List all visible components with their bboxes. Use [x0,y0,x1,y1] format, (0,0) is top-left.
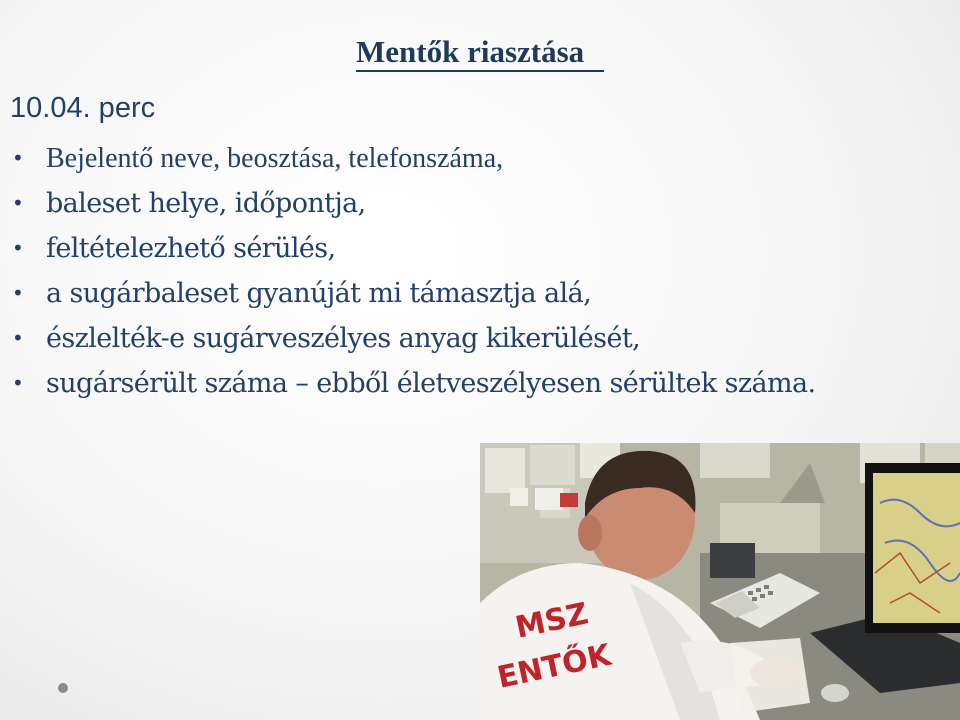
bullet-text: feltételezhető sérülés, [46,233,336,264]
bullet-icon: • [12,236,24,260]
bullet-text: sugársérült száma – ebből életveszélyesen sérültek száma. [46,368,816,399]
bullet-icon: • [12,281,24,305]
bullet-item [10,271,950,316]
bullet-item [10,316,950,361]
bullet-item [10,181,950,226]
bullet-text: észlelték-e sugárveszélyes anyag kikerülését, [46,323,641,354]
bullet-list [10,136,950,406]
bullet-text: baleset helye, időpontja, [46,188,366,219]
time-subheading: 10.04. perc [10,92,156,124]
bullet-text: a sugárbaleset gyanúját mi támasztja alá, [46,278,592,309]
bullet-item [10,361,950,406]
bullet-icon: • [12,146,24,170]
bullet-item [10,136,950,181]
shirt-text-line2: ENTŐK [494,637,614,696]
bullet-icon: • [12,326,24,350]
slide-nav-dot[interactable] [58,683,68,693]
title-underline [356,70,604,72]
bullet-item [10,226,950,271]
bullet-icon: • [12,191,24,215]
bullet-icon: • [12,371,24,395]
shirt-text-line1: MSZ [512,596,592,646]
slide-title: Mentők riasztása [356,34,585,69]
dispatcher-photo [480,443,960,720]
bullet-text: Bejelentő neve, beosztása, telefonszáma, [46,143,504,174]
